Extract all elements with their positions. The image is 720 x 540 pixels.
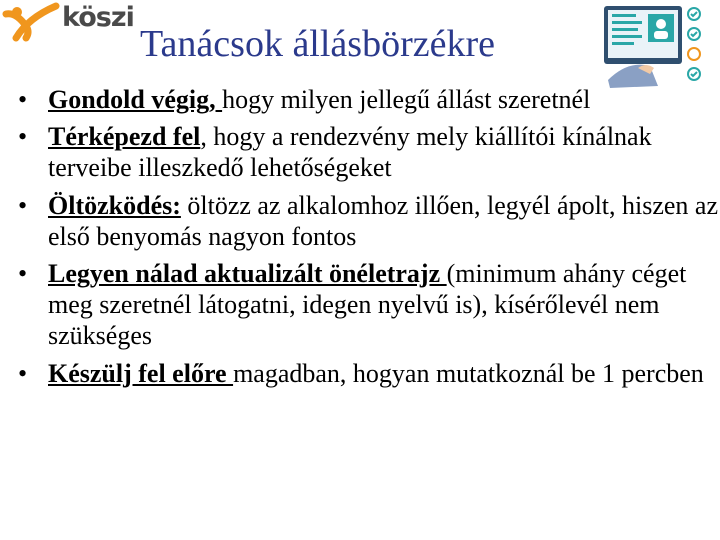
- bullet-lead: Gondold végig,: [48, 85, 223, 114]
- bullet-lead: Készülj fel előre: [48, 358, 234, 388]
- logo-text: köszi: [62, 2, 134, 33]
- bullet-lead: Öltözködés:: [48, 190, 181, 220]
- bullet-icon: •: [18, 190, 28, 220]
- bullet-icon: •: [18, 122, 28, 152]
- bullet-text: öltözz az alkalomhoz illően, legyél ápolt, hiszen az első benyomás nagyon fontos: [48, 190, 719, 251]
- job-search-illustration-icon: [598, 2, 710, 90]
- list-item: [18, 121, 720, 183]
- bullet-text: , hogy a rendezvény mely kiállítói kínálnak terveibe illeszkedő lehetőségeket: [48, 122, 652, 183]
- bullet-icon: •: [18, 358, 28, 388]
- checkmark-logo-icon: [2, 2, 60, 42]
- list-item: [18, 84, 720, 115]
- brand-logo: [0, 0, 134, 44]
- bullet-text: (minimum ahány céget meg szeretnél látogatni, idegen nyelvű is), kísérőlevél nem szükséges: [48, 258, 687, 351]
- list-item: [18, 358, 720, 389]
- page-title: Tanácsok állásbörzékre: [140, 23, 495, 65]
- bullet-icon: •: [18, 85, 28, 114]
- list-item: [18, 190, 720, 252]
- list-item: [18, 258, 720, 352]
- bullet-lead: Térképezd fel: [48, 122, 201, 152]
- bullet-text: hogy milyen jellegű állást szeretnél: [222, 85, 591, 114]
- bullet-text: magadban, hogyan mutatkoznál be 1 percben: [233, 358, 704, 388]
- bullet-lead: Legyen nálad aktualizált önéletrajz: [48, 258, 447, 288]
- tips-list: [18, 84, 720, 395]
- bullet-icon: •: [18, 258, 28, 288]
